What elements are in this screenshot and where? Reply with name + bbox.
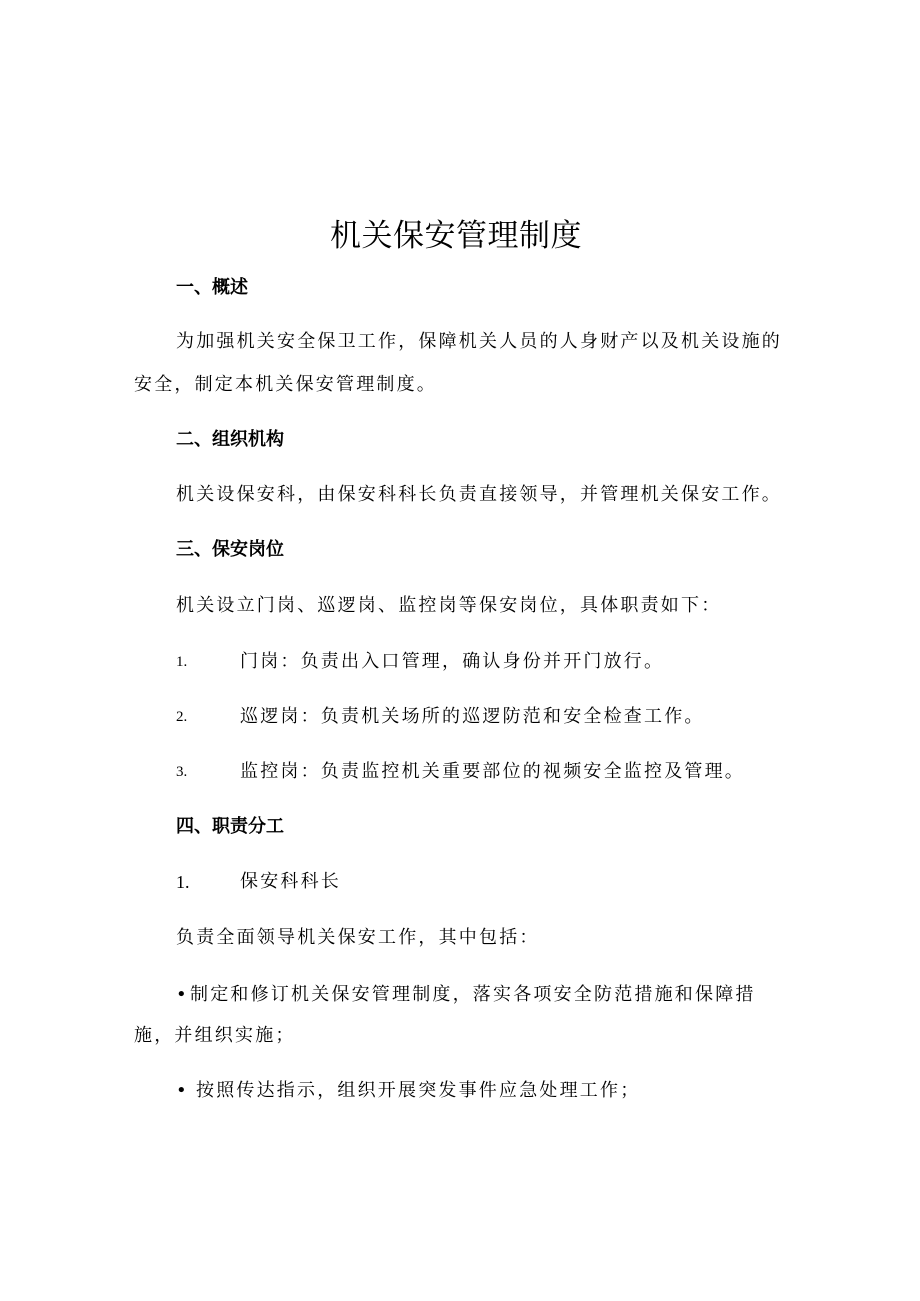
list-item-number: 2. — [176, 709, 188, 725]
bullet-text-line-1: 按照传达指示，组织开展突发事件应急处理工作； — [196, 1080, 641, 1101]
duties-intro-paragraph: 负责全面领导机关保安工作，其中包括： — [176, 927, 540, 948]
list-item-number: 3. — [176, 764, 188, 780]
organization-paragraph: 机关设保安科，由保安科科长负责直接领导，并管理机关保安工作。 — [176, 484, 782, 505]
overview-paragraph-line-2: 安全，制定本机关保安管理制度。 — [134, 374, 437, 395]
section-heading-duties: 四、职责分工 — [176, 816, 284, 837]
list-item-text: 巡逻岗：负责机关场所的巡逻防范和安全检查工作。 — [240, 706, 705, 727]
list-item-text: 门岗：负责出入口管理，确认身份并开门放行。 — [240, 651, 665, 672]
bullet-text-line-2: 施，并组织实施； — [134, 1025, 296, 1046]
document-title: 机关保安管理制度 — [330, 218, 582, 254]
section-heading-organization: 二、组织机构 — [176, 429, 284, 450]
list-item-text: 保安科科长 — [240, 871, 341, 892]
list-item-number: 1. — [176, 872, 190, 892]
list-item-number: 1. — [176, 654, 188, 670]
section-heading-posts: 三、保安岗位 — [176, 539, 284, 560]
bullet-text-line-1: 制定和修订机关保安管理制度，落实各项安全防范措施和保障措 — [190, 984, 756, 1005]
posts-intro-paragraph: 机关设立门岗、巡逻岗、监控岗等保安岗位，具体职责如下： — [176, 595, 722, 616]
bullet-marker: • — [176, 984, 187, 1005]
bullet-marker: • — [176, 1080, 187, 1101]
list-item-text: 监控岗：负责监控机关重要部位的视频安全监控及管理。 — [240, 761, 745, 782]
overview-paragraph-line-1: 为加强机关安全保卫工作，保障机关人员的人身财产以及机关设施的 — [176, 331, 782, 352]
section-heading-overview: 一、概述 — [176, 277, 248, 298]
